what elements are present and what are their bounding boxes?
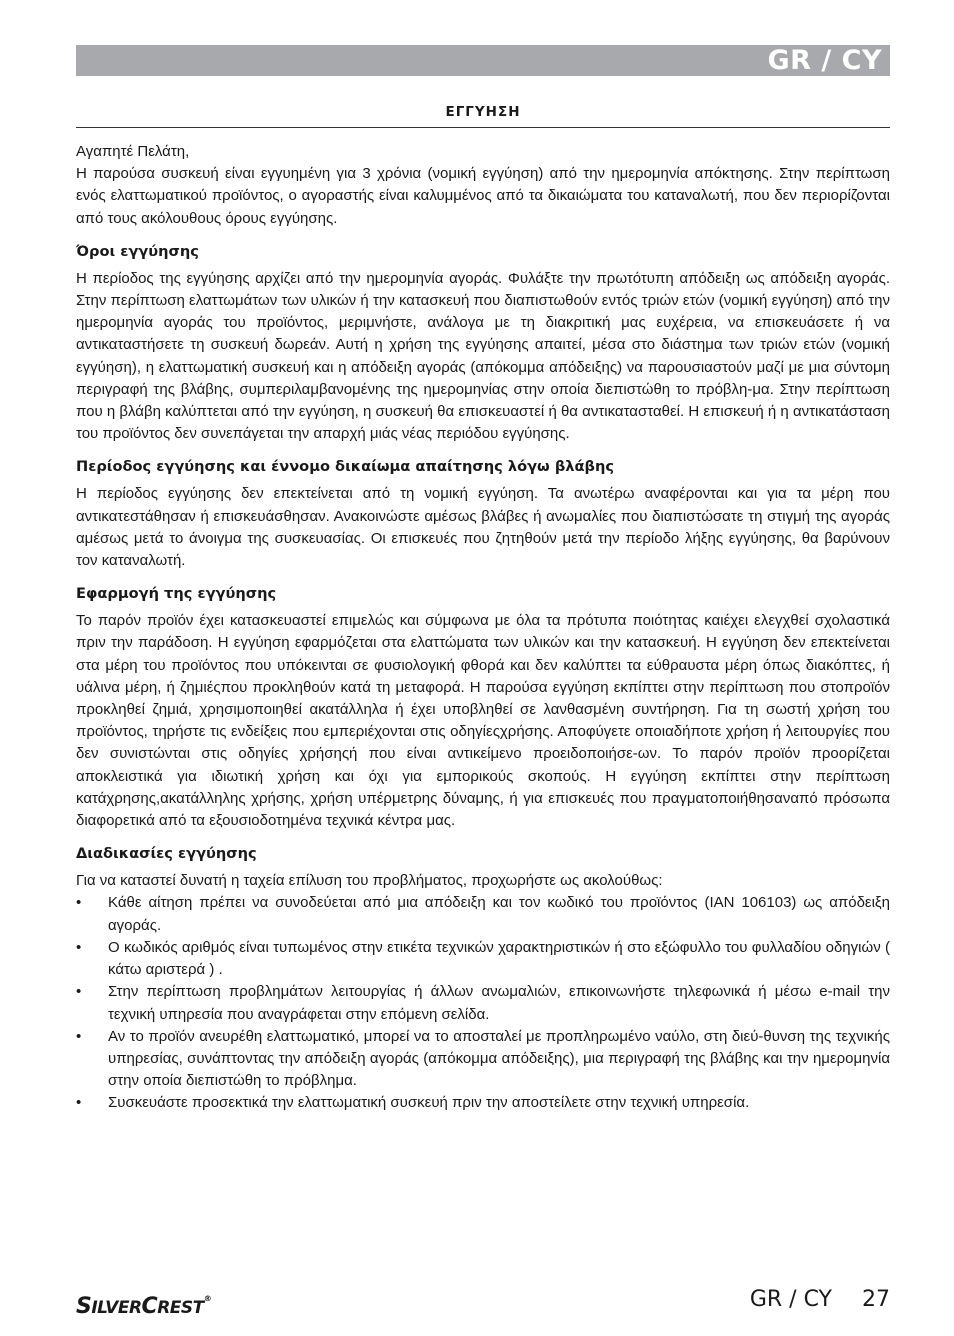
paragraph-warranty-period: Η περίοδος εγγύησης δεν επεκτείνεται από τη νομική εγγύηση. Τα ανωτέρω αναφέρονται και για τα μέρη που αντικατεστάθησαν ή επισκευάσθησαν. Ανακοινώστε αμέσως βλάβες ή ανωμαλίες που διαπιστώσατε τη στιγμή της αγοράς αμέσως μετά το άνοιγμα της συσκευασίας. Οι επισκευές που ζητηθούν μετά την περίοδο λήξης εγγύησης, θα βαρύνουν τον καταναλωτή. <box>76 485 890 570</box>
bullet-icon: • <box>76 1094 82 1112</box>
language-label: GR / CY <box>767 45 882 76</box>
list-item <box>76 1026 890 1093</box>
heading-warranty-period: Περίοδος εγγύησης και έννομο δικαίωμα απαίτησης λόγω βλάβης <box>76 458 615 476</box>
bullet-icon: • <box>76 894 82 912</box>
warranty-content <box>76 141 890 1115</box>
paragraph-warranty-scope: Το παρόν προϊόν έχει κατασκευαστεί επιμελώς και σύμφωνα με όλα τα πρότυπα ποιότητας καιέχει ελεγχθεί σχολαστικά πριν την παράδοση. Η εγγύηση εφαρμόζεται στα ελαττώματα των υλικών και την κατασκευή. Η εγγύηση δεν επεκτείνεται στα μέρη του προϊόντος που υπόκεινται σε φυσιολογική φθορά και δεν καλύπτει τα εύθραυστα μέρη όπως διακόπτες, ή υάλινα μέρη, ή ζημιέςπου προκληθούν κατά τη μεταφορά. Η παρούσα εγγύηση εκπίπτει στην περίπτωση που στοπροϊόν προκληθεί ζημιά, χρησιμοποιηθεί ακατάλληλα ή έχει υποβληθεί σε λανθασμένη συντήρηση. Για τη σωστή χρήση του προϊόντος, τηρήστε τις ενδείξεις που εμπεριέχονται στις οδηγίεςχρήσης. Αποφύγετε οποιαδήποτε χρήση ή λειτουργίες που δεν συνιστώνται στις οδηγίες χρήσηςή που είναι αντικείμενο προειδοποιήσε-ων. Το παρόν προϊόν προορίζεται αποκλειστικά για ιδιωτική χρήση και όχι για εμπορικούς σκοπούς. Η εγγύηση εκπίπτει στην περίπτωση κατάχρησης,ακατάλληλης χρήσης, χρήση υπέρμετρης δύναμης, ή για επισκευές που πραγματοποιήθησαναπό πρόσωπα διαφορετικά από τα εξουσιοδοτημένα τεχνικά κέντρα μας. <box>76 612 890 830</box>
list-item <box>76 981 890 1025</box>
bullet-icon: • <box>76 983 82 1001</box>
bullet-icon: • <box>76 938 82 956</box>
procedures-list <box>76 892 890 1114</box>
section-title: ΕΓΓΥΗΣΗ <box>445 104 521 120</box>
silvercrest-logo: SILVERCREST® <box>76 1294 212 1319</box>
intro-paragraph: Η παρούσα συσκευή είναι εγγυημένη για 3 χρόνια (νομική εγγύηση) από την ημερομηνία απόκτησης. Στην περίπτωση ενός ελαττωματικού προϊόντος, ο αγοραστής είναι καλυμμένος από τα δικαιώματα του καταναλωτή, που δεν περιορίζονται από τους ακόλουθους όρους εγγύησης. <box>76 165 890 227</box>
heading-warranty-scope: Εφαρμογή της εγγύησης <box>76 585 277 603</box>
list-item <box>76 892 890 936</box>
page-footer <box>750 1287 890 1312</box>
bullet-icon: • <box>76 1027 82 1045</box>
list-item-text: Κάθε αίτηση πρέπει να συνοδεύεται από μια απόδειξη και τον κωδικό του προϊόντος (IAN 106103) ως απόδειξη αγοράς. <box>108 894 890 934</box>
list-item <box>76 937 890 981</box>
heading-warranty-procedures: Διαδικασίες εγγύησης <box>76 845 257 863</box>
list-item-text: Ο κωδικός αριθμός είναι τυπωμένος στην ετικέτα τεχνικών χαρακτηριστικών ή στο εξώφυλλο του φυλλαδίου οδηγιών ( κάτω αριστερά ) . <box>108 938 890 979</box>
list-item-text: Στην περίπτωση προβλημάτων λειτουργίας ή άλλων ανωμαλιών, επικοινωνήστε τηλεφωνικά ή μέσω e-mail την τεχνική υπηρεσία που αναγράφεται στην επόμενη σελίδα. <box>108 983 890 1023</box>
language-header-bar <box>76 45 890 76</box>
paragraph-warranty-terms: Η περίοδος της εγγύησης αρχίζει από την ημερομηνία αγοράς. Φυλάξτε την πρωτότυπη απόδειξη ως απόδειξη αγοράς. Στην περίπτωση ελαττωμάτων των υλικών ή την κατασκευή που διαπιστωθούν εντός τριών ετών (νομική εγγύηση) από την ημερομηνία αγοράς του προϊόντος, μεριμνήστε, ανάλογα με τη διακριτική μας ευχέρεια, να επισκευάσετε ή να αντικαταστήσετε τη συσκευή δωρεάν. Αυτή η χρήση της εγγύησης απαιτεί, μέσα στο διάστημα των τριών ετών (νομική εγγύηση), η ελαττωματική συσκευή και η απόδειξη αγοράς (απόκομμα απόδειξης) να παρουσιαστούν μαζί με μια σύντομη περιγραφή της βλάβης, συμπεριλαμβανομένης της ημερομηνίας στην οποία διεπιστώθη το πρόβλη-μα. Στην περίπτωση που η βλάβη καλύπτεται από την εγγύηση, η συσκευή θα επισκευαστεί ή θα αντικατασταθεί. Η επισκευή ή η αντικατάσταση του προϊόντος δεν συνεπάγεται την απαρχή μιάς νέας περιόδου εγγύησης. <box>76 269 890 443</box>
list-item <box>76 1092 890 1114</box>
footer-language: GR / CY <box>749 1287 832 1312</box>
title-divider <box>76 127 890 128</box>
list-item-text: Συσκευάστε προσεκτικά την ελαττωματική συσκευή πριν την αποστείλετε στην τεχνική υπηρεσία. <box>108 1094 750 1112</box>
page-number: 27 <box>862 1287 890 1312</box>
list-item-text: Αν το προϊόν ανευρέθη ελαττωματικό, μπορεί να το αποσταλεί με προπληρωμένο ναύλο, στη διεύ-θυνση της τεχνικής υπηρεσίας, συνάπτοντας την απόδειξη αγοράς (απόκομμα απόδειξης), μια περιγραφή της βλάβης και την ημερομηνία στην οποία διεπιστώθη το πρόβλημα. <box>108 1027 890 1090</box>
greeting: Αγαπητέ Πελάτη, <box>76 143 190 160</box>
heading-warranty-terms: Όροι εγγύησης <box>76 242 199 260</box>
procedures-intro: Για να καταστεί δυνατή η ταχεία επίλυση του προβλήματος, προχωρήστε ως ακολούθως: <box>76 872 663 890</box>
